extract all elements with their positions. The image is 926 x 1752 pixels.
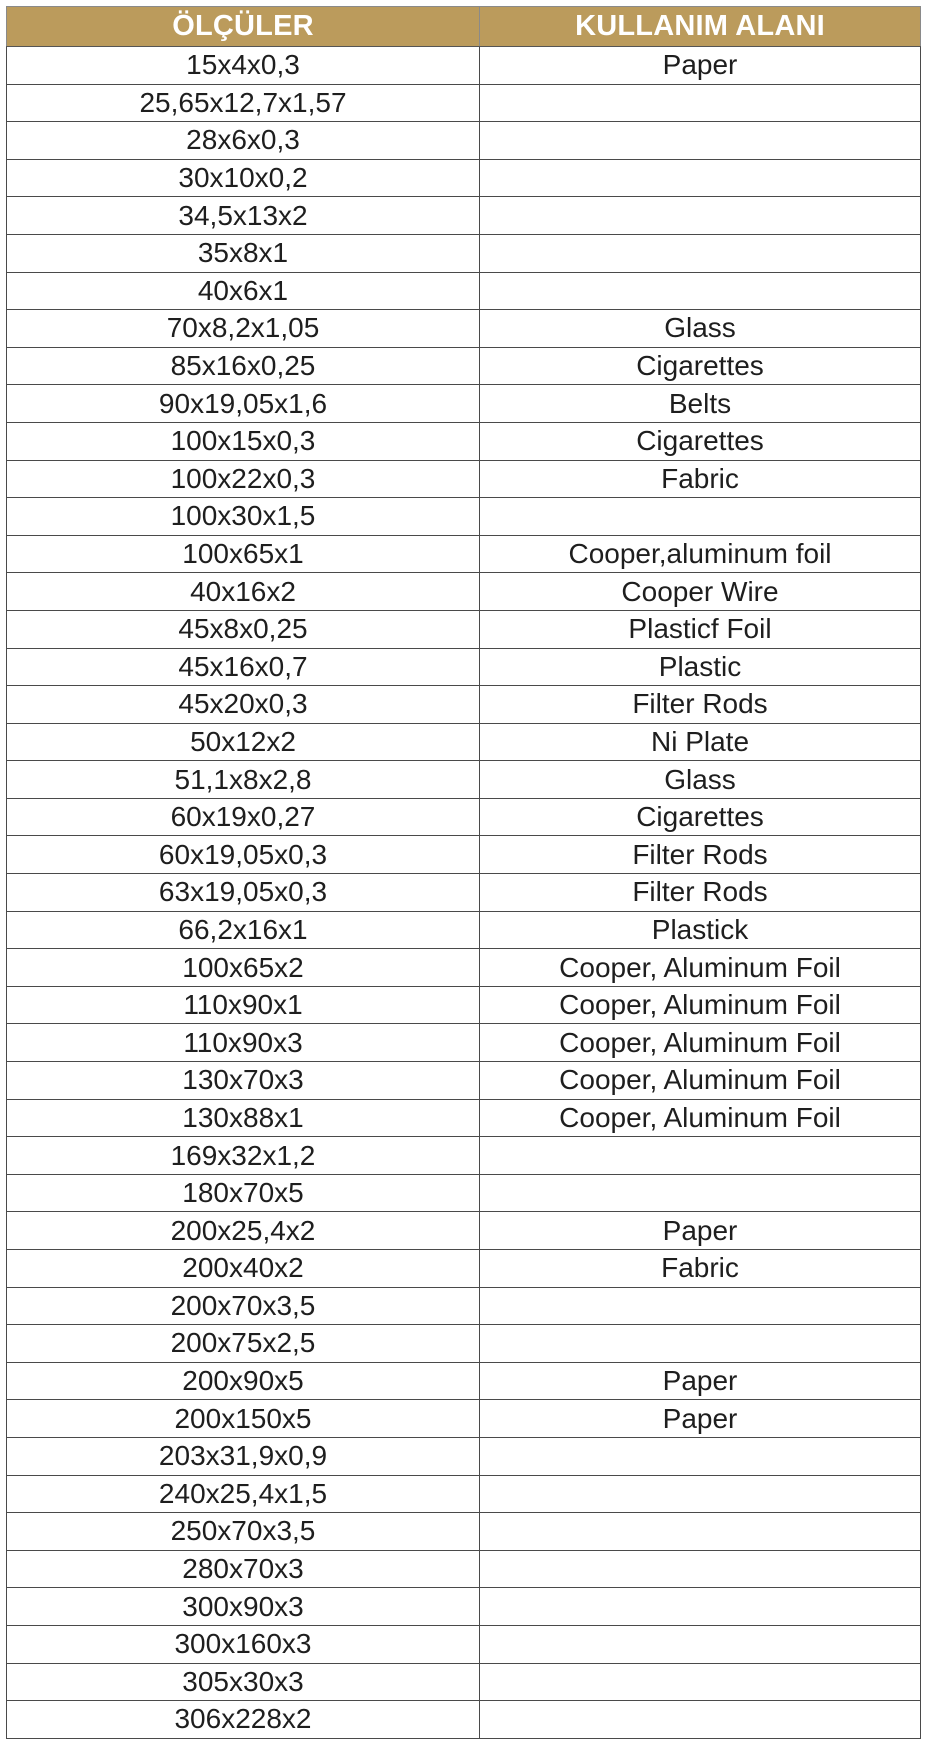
size-cell: 51,1x8x2,8 bbox=[7, 761, 480, 799]
usage-area-cell: Filter Rods bbox=[480, 874, 921, 912]
usage-area-cell: Filter Rods bbox=[480, 836, 921, 874]
table-row bbox=[7, 234, 921, 272]
usage-area-cell bbox=[480, 1550, 921, 1588]
table-row bbox=[7, 1250, 921, 1288]
size-cell: 15x4x0,3 bbox=[7, 47, 480, 85]
size-cell: 240x25,4x1,5 bbox=[7, 1475, 480, 1513]
table-row bbox=[7, 1550, 921, 1588]
table-row bbox=[7, 1701, 921, 1739]
size-cell: 90x19,05x1,6 bbox=[7, 385, 480, 423]
usage-area-cell: Glass bbox=[480, 761, 921, 799]
usage-area-cell bbox=[480, 1513, 921, 1551]
usage-area-cell: Cigarettes bbox=[480, 422, 921, 460]
table-row bbox=[7, 1663, 921, 1701]
usage-area-cell: Belts bbox=[480, 385, 921, 423]
usage-area-cell: Fabric bbox=[480, 460, 921, 498]
usage-area-cell bbox=[480, 1287, 921, 1325]
size-cell: 200x90x5 bbox=[7, 1362, 480, 1400]
usage-area-cell: Plastick bbox=[480, 911, 921, 949]
usage-area-cell bbox=[480, 1625, 921, 1663]
table-row bbox=[7, 272, 921, 310]
size-cell: 30x10x0,2 bbox=[7, 159, 480, 197]
table-row bbox=[7, 197, 921, 235]
table-row bbox=[7, 1325, 921, 1363]
size-cell: 40x16x2 bbox=[7, 573, 480, 611]
table-row bbox=[7, 648, 921, 686]
header-row bbox=[7, 7, 921, 47]
size-cell: 250x70x3,5 bbox=[7, 1513, 480, 1551]
usage-area-cell: Cooper, Aluminum Foil bbox=[480, 1024, 921, 1062]
usage-area-cell: Paper bbox=[480, 1400, 921, 1438]
size-cell: 300x160x3 bbox=[7, 1625, 480, 1663]
size-cell: 200x25,4x2 bbox=[7, 1212, 480, 1250]
usage-area-cell: Cooper Wire bbox=[480, 573, 921, 611]
size-cell: 40x6x1 bbox=[7, 272, 480, 310]
size-cell: 45x8x0,25 bbox=[7, 610, 480, 648]
table-row bbox=[7, 310, 921, 348]
table-row bbox=[7, 47, 921, 85]
usage-area-cell bbox=[480, 1437, 921, 1475]
size-cell: 28x6x0,3 bbox=[7, 122, 480, 160]
table-row bbox=[7, 1099, 921, 1137]
table-row bbox=[7, 1174, 921, 1212]
usage-area-cell: Cooper, Aluminum Foil bbox=[480, 1099, 921, 1137]
size-cell: 60x19,05x0,3 bbox=[7, 836, 480, 874]
size-cell: 100x65x2 bbox=[7, 949, 480, 987]
usage-area-cell: Cooper,aluminum foil bbox=[480, 535, 921, 573]
size-cell: 25,65x12,7x1,57 bbox=[7, 84, 480, 122]
usage-area-cell: Paper bbox=[480, 1212, 921, 1250]
table-row bbox=[7, 949, 921, 987]
table-row bbox=[7, 1437, 921, 1475]
usage-area-cell: Fabric bbox=[480, 1250, 921, 1288]
size-cell: 100x15x0,3 bbox=[7, 422, 480, 460]
table-row bbox=[7, 610, 921, 648]
usage-area-cell bbox=[480, 1701, 921, 1739]
usage-area-cell bbox=[480, 234, 921, 272]
table-row bbox=[7, 84, 921, 122]
table-row bbox=[7, 723, 921, 761]
usage-area-cell bbox=[480, 498, 921, 536]
table-row bbox=[7, 986, 921, 1024]
size-cell: 85x16x0,25 bbox=[7, 347, 480, 385]
size-usage-sheet bbox=[6, 6, 920, 1739]
usage-area-cell: Paper bbox=[480, 1362, 921, 1400]
usage-area-cell: Plastic bbox=[480, 648, 921, 686]
table-row bbox=[7, 1400, 921, 1438]
usage-area-cell bbox=[480, 122, 921, 160]
size-cell: 66,2x16x1 bbox=[7, 911, 480, 949]
table-row bbox=[7, 1362, 921, 1400]
table-row bbox=[7, 347, 921, 385]
size-cell: 110x90x1 bbox=[7, 986, 480, 1024]
table-row bbox=[7, 573, 921, 611]
size-cell: 100x65x1 bbox=[7, 535, 480, 573]
size-usage-table bbox=[6, 6, 921, 1739]
size-cell: 60x19x0,27 bbox=[7, 798, 480, 836]
size-cell: 35x8x1 bbox=[7, 234, 480, 272]
size-cell: 100x30x1,5 bbox=[7, 498, 480, 536]
usage-area-cell: Cooper, Aluminum Foil bbox=[480, 949, 921, 987]
usage-area-cell bbox=[480, 197, 921, 235]
table-row bbox=[7, 122, 921, 160]
size-cell: 169x32x1,2 bbox=[7, 1137, 480, 1175]
size-cell: 200x150x5 bbox=[7, 1400, 480, 1438]
size-cell: 63x19,05x0,3 bbox=[7, 874, 480, 912]
usage-area-cell bbox=[480, 1588, 921, 1626]
usage-area-cell: Paper bbox=[480, 47, 921, 85]
table-row bbox=[7, 686, 921, 724]
table-row bbox=[7, 1625, 921, 1663]
usage-area-cell bbox=[480, 272, 921, 310]
usage-area-cell bbox=[480, 1663, 921, 1701]
size-cell: 70x8,2x1,05 bbox=[7, 310, 480, 348]
size-cell: 200x40x2 bbox=[7, 1250, 480, 1288]
table-header bbox=[7, 7, 921, 47]
table-body bbox=[7, 47, 921, 1739]
table-row bbox=[7, 1137, 921, 1175]
column-header-sizes: ÖLÇÜLER bbox=[7, 7, 480, 47]
size-cell: 45x16x0,7 bbox=[7, 648, 480, 686]
usage-area-cell: Ni Plate bbox=[480, 723, 921, 761]
table-row bbox=[7, 836, 921, 874]
usage-area-cell bbox=[480, 1137, 921, 1175]
table-row bbox=[7, 498, 921, 536]
table-row bbox=[7, 1588, 921, 1626]
usage-area-cell: Cooper, Aluminum Foil bbox=[480, 986, 921, 1024]
usage-area-cell bbox=[480, 159, 921, 197]
size-cell: 34,5x13x2 bbox=[7, 197, 480, 235]
usage-area-cell bbox=[480, 1325, 921, 1363]
table-row bbox=[7, 761, 921, 799]
size-cell: 200x70x3,5 bbox=[7, 1287, 480, 1325]
usage-area-cell: Plasticf Foil bbox=[480, 610, 921, 648]
size-cell: 306x228x2 bbox=[7, 1701, 480, 1739]
table-row bbox=[7, 1287, 921, 1325]
size-cell: 300x90x3 bbox=[7, 1588, 480, 1626]
size-cell: 100x22x0,3 bbox=[7, 460, 480, 498]
table-row bbox=[7, 911, 921, 949]
column-header-usage-area: KULLANIM ALANI bbox=[480, 7, 921, 47]
size-cell: 203x31,9x0,9 bbox=[7, 1437, 480, 1475]
table-row bbox=[7, 1062, 921, 1100]
usage-area-cell: Cigarettes bbox=[480, 347, 921, 385]
size-cell: 50x12x2 bbox=[7, 723, 480, 761]
table-row bbox=[7, 159, 921, 197]
usage-area-cell: Cooper, Aluminum Foil bbox=[480, 1062, 921, 1100]
usage-area-cell bbox=[480, 1174, 921, 1212]
size-cell: 45x20x0,3 bbox=[7, 686, 480, 724]
usage-area-cell bbox=[480, 84, 921, 122]
usage-area-cell bbox=[480, 1475, 921, 1513]
table-row bbox=[7, 385, 921, 423]
size-cell: 130x70x3 bbox=[7, 1062, 480, 1100]
table-row bbox=[7, 422, 921, 460]
size-cell: 180x70x5 bbox=[7, 1174, 480, 1212]
table-row bbox=[7, 1513, 921, 1551]
usage-area-cell: Cigarettes bbox=[480, 798, 921, 836]
table-row bbox=[7, 460, 921, 498]
table-row bbox=[7, 874, 921, 912]
usage-area-cell: Filter Rods bbox=[480, 686, 921, 724]
table-row bbox=[7, 1024, 921, 1062]
usage-area-cell: Glass bbox=[480, 310, 921, 348]
table-row bbox=[7, 798, 921, 836]
table-row bbox=[7, 1212, 921, 1250]
table-row bbox=[7, 1475, 921, 1513]
size-cell: 200x75x2,5 bbox=[7, 1325, 480, 1363]
size-cell: 280x70x3 bbox=[7, 1550, 480, 1588]
table-row bbox=[7, 535, 921, 573]
size-cell: 130x88x1 bbox=[7, 1099, 480, 1137]
size-cell: 110x90x3 bbox=[7, 1024, 480, 1062]
size-cell: 305x30x3 bbox=[7, 1663, 480, 1701]
